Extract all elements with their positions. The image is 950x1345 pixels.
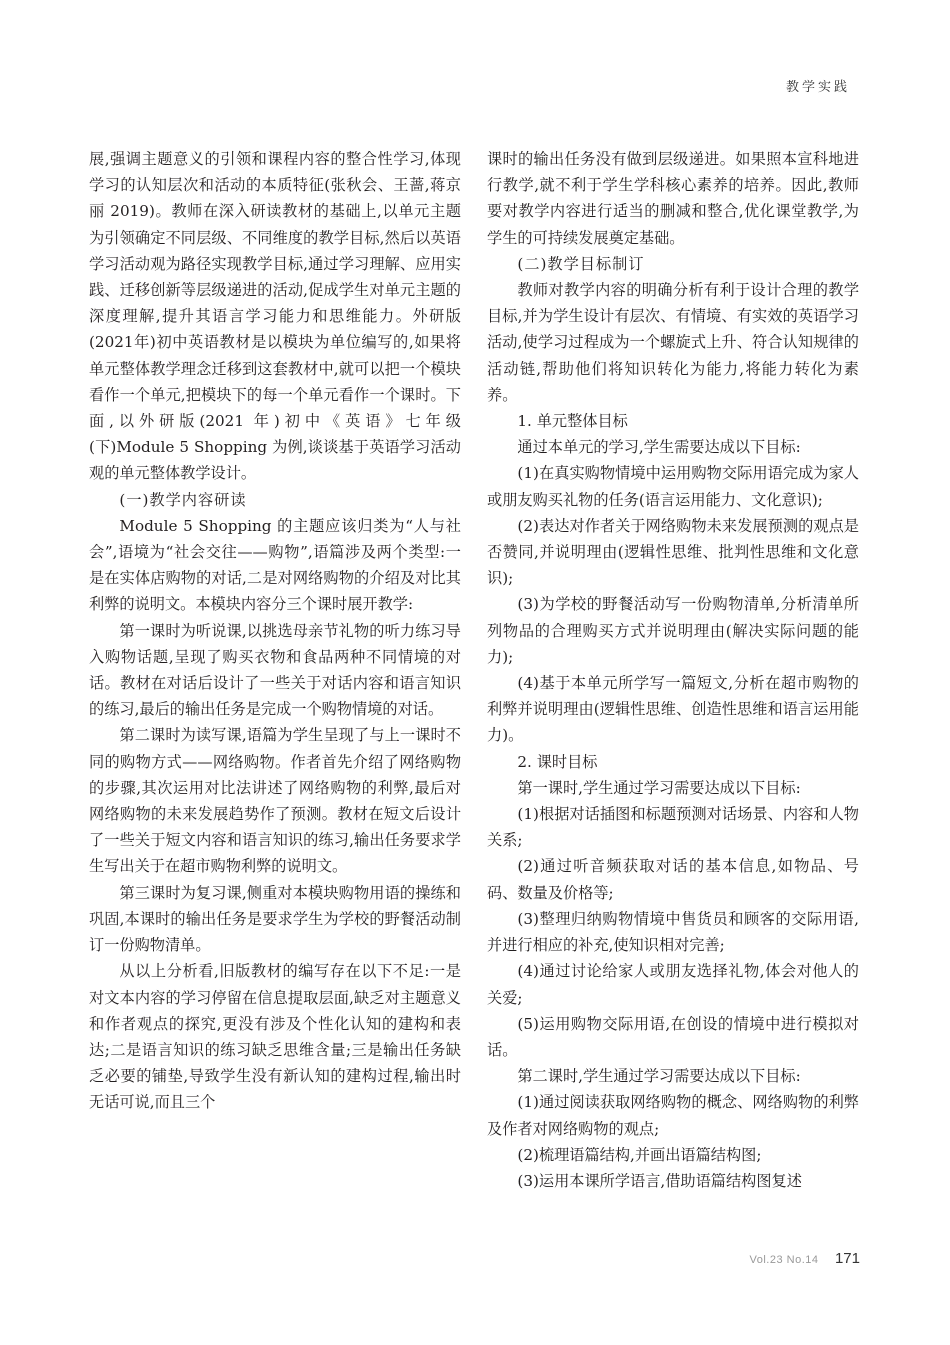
list-item: (2)梳理语篇结构,并画出语篇结构图;: [517, 1145, 762, 1164]
page-number: 171: [834, 1250, 860, 1267]
section-header: 教学实践: [785, 80, 850, 95]
subheading: 1. 单元整体目标: [517, 412, 628, 431]
list-item: (3)整理归纳购物情境中售货员和顾客的交际用语,并进行相应的补充,使知识相对完善;: [487, 909, 859, 955]
paragraph: 第二课时,学生通过学习需要达成以下目标:: [517, 1067, 801, 1086]
paragraph: 第一课时为听说课,以挑选母亲节礼物的听力练习导入购物话题,呈现了购买衣物和食品两种不同情境的对话。教材在对话后设计了一些关于对话内容和语言知识的练习,最后的输出任务是完成一个购物情境的对话。: [89, 621, 461, 719]
paragraph: 第二课时为读写课,语篇为学生呈现了与上一课时不同的购物方式——网络购物。作者首先介绍了网络购物的步骤,其次运用对比法讲述了网络购物的利弊,最后对网络购物的未来发展趋势作了预测。教材在短文后设计了一些关于短文内容和语言知识的练习,输出任务要求学生写出关于在超市购物利弊的说明文。: [89, 726, 461, 876]
list-item: (4)通过讨论给家人或朋友选择礼物,体会对他人的关爱;: [487, 962, 859, 1007]
paragraph: Module 5 Shopping 的主题应该归类为“人与社会”,语境为“社会交往——购物”,语篇涉及两个类型:一是在实体店购物的对话,二是对网络购物的介绍及对比其利弊的说明文。本模块内容分三个课时展开教学:: [89, 516, 461, 614]
list-item: (2)通过听音频获取对话的基本信息,如物品、号码、数量及价格等;: [487, 857, 859, 902]
section-heading: (一)教学内容研读: [119, 490, 247, 509]
list-item: (5)运用购物交际用语,在创设的情境中进行模拟对话。: [487, 1014, 859, 1059]
left-column: [89, 146, 461, 1116]
volume-info: Vol.23 No.14: [749, 1254, 819, 1266]
page-footer: [750, 1250, 860, 1268]
paragraph: 通过本单元的学习,学生需要达成以下目标:: [517, 438, 801, 457]
paragraph: 第三课时为复习课,侧重对本模块购物用语的操练和巩固,本课时的输出任务是要求学生为学校的野餐活动制订一份购物清单。: [89, 883, 461, 955]
list-item: (3)运用本课所学语言,借助语篇结构图复述: [517, 1171, 802, 1190]
list-item: (4)基于本单元所学写一篇短文,分析在超市购物的利弊并说明理由(逻辑性思维、创造性思维和语言运用能力)。: [487, 674, 859, 745]
subheading: 2. 课时目标: [517, 752, 598, 771]
list-item: (1)在真实购物情境中运用购物交际用语完成为家人或朋友购买礼物的任务(语言运用能力、文化意识);: [487, 464, 859, 509]
paragraph: 展,强调主题意义的引领和课程内容的整合性学习,体现学习的认知层次和活动的本质特征(张秋会、王蔷,蒋京丽 2019)。教师在深入研读教材的基础上,以单元主题为引领确定不同层级、不同维度的教学目标,然后以英语学习活动观为路径实现教学目标,通过学习理解、应用实践、迁移创新等层级递进的活动,促成学生对单元主题的深度理解,提升其语言学习能力和思维能力。外研版(2021年)初中英语教材是以模块为单位编写的,如果将单元整体教学理念迁移到这套教材中,就可以把一个模块看作一个单元,把模块下的每一个单元看作一个课时。下面,以外研版(2021 年)初中《英语》七年级(下)Module 5 Shopping 为例,谈谈基于英语学习活动观的单元整体教学设计。: [89, 150, 461, 483]
list-item: (1)通过阅读获取网络购物的概念、网络购物的利弊及作者对网络购物的观点;: [487, 1093, 859, 1138]
list-item: (3)为学校的野餐活动写一份购物清单,分析清单所列物品的合理购买方式并说明理由(解决实际问题的能力);: [487, 595, 859, 666]
paragraph: 从以上分析看,旧版教材的编写存在以下不足:一是对文本内容的学习停留在信息提取层面,缺乏对主题意义和作者观点的探究,更没有涉及个性化认知的建构和表达;二是语言知识的练习缺乏思维含量;三是输出任务缺乏必要的铺垫,导致学生没有新认知的建构过程,输出时无话可说,而且三个: [89, 962, 461, 1112]
paragraph: 课时的输出任务没有做到层级递进。如果照本宣科地进行教学,就不利于学生学科核心素养的培养。因此,教师要对教学内容进行适当的删减和整合,优化课堂教学,为学生的可持续发展奠定基础。: [487, 150, 859, 247]
paragraph: 教师对教学内容的明确分析有利于设计合理的教学目标,并为学生设计有层次、有情境、有实效的英语学习活动,使学习过程成为一个螺旋式上升、符合认知规律的活动链,帮助他们将知识转化为能力,将能力转化为素养。: [487, 281, 859, 404]
list-item: (2)表达对作者关于网络购物未来发展预测的观点是否赞同,并说明理由(逻辑性思维、批判性思维和文化意识);: [487, 516, 859, 588]
section-heading: (二)教学目标制订: [517, 254, 645, 273]
right-column: [487, 146, 859, 1194]
list-item: (1)根据对话插图和标题预测对话场景、内容和人物关系;: [487, 805, 859, 850]
paragraph: 第一课时,学生通过学习需要达成以下目标:: [517, 778, 801, 797]
